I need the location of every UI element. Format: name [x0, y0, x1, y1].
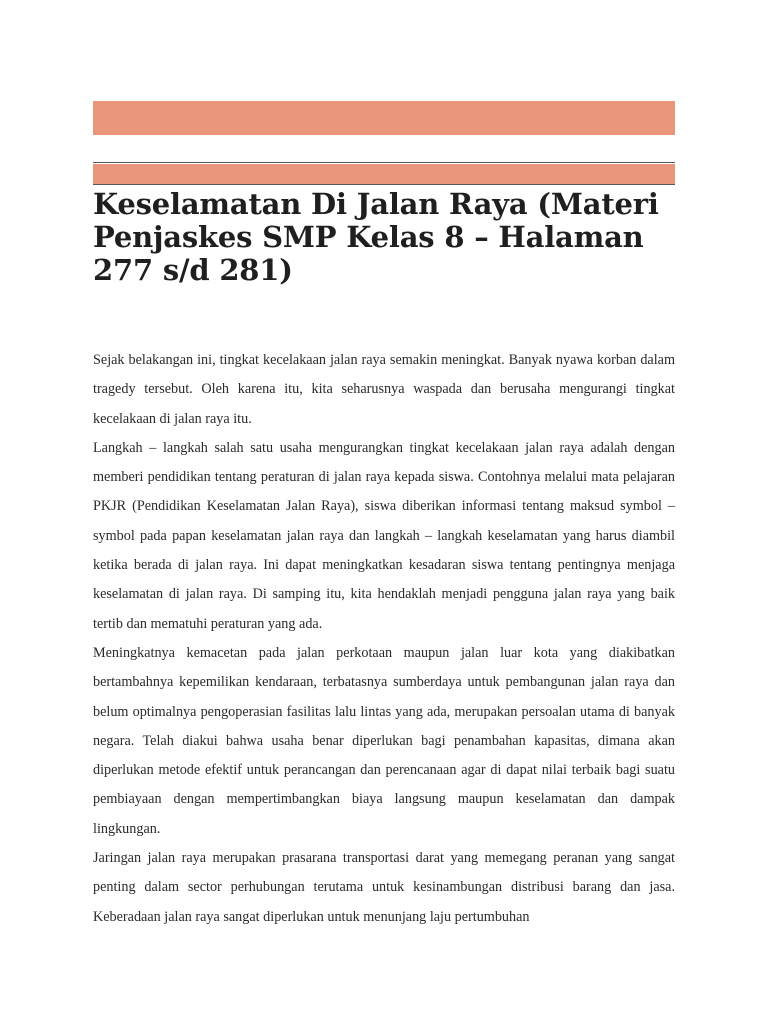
paragraph: Langkah – langkah salah satu usaha mengurangkan tingkat kecelakaan jalan raya adalah dengan memberi pendidikan tentang peraturan di jalan raya kepada siswa. Contohnya melalui mata pelajaran PKJR (Pendidikan Keselamatan Jalan Raya), siswa diberikan informasi tentang maksud symbol – symbol pada papan keselamatan jalan raya dan langkah – langkah keselamatan yang harus diambil ketika berada di jalan raya. Ini dapat meningkatkan kesadaran siswa tentang pentingnya menjaga keselamatan di jalan raya. Di samping itu, kita hendaklah menjadi pengguna jalan raya yang baik tertib dan mematuhi peraturan yang ada.	[93, 439, 675, 632]
paragraph: Jaringan jalan raya merupakan prasarana transportasi darat yang memegang peranan yang sangat penting dalam sector perhubungan terutama untuk kesinambungan distribusi barang dan jasa. Keberadaan jalan raya sangat diperlukan untuk menunjang laju pertumbuhan	[93, 850, 675, 925]
title-rule-bottom	[93, 184, 675, 185]
paragraph: Sejak belakangan ini, tingkat kecelakaan jalan raya semakin meningkat. Banyak nyawa korban dalam tragedy tersebut. Oleh karena itu, kita seharusnya waspada dan berusaha mengurangi tingkat kecelakaan di jalan raya itu.	[93, 352, 675, 427]
title-accent-bar	[93, 164, 675, 184]
document-title: Keselamatan Di Jalan Raya (Materi Penjaskes SMP Kelas 8 – Halaman 277 s/d 281)	[93, 187, 659, 287]
paragraph: Meningkatnya kemacetan pada jalan perkotaan maupun jalan luar kota yang diakibatkan bertambahnya kepemilikan kendaraan, terbatasnya sumberdaya untuk pembangunan jalan raya dan belum optimalnya pengoperasian fasilitas lalu lintas yang ada, merupakan persoalan utama di banyak negara. Telah diakui bahwa usaha benar diperlukan bagi penambahan kapasitas, dimana akan diperlukan metode efektif untuk perancangan dan perencanaan agar di dapat nilai terbaik bagi suatu pembiayaan dengan mempertimbangkan biaya langsung maupun keselamatan dan dampak lingkungan.	[93, 644, 675, 837]
title-rule-top	[93, 162, 675, 163]
header-banner	[93, 101, 675, 135]
document-body	[93, 346, 675, 932]
